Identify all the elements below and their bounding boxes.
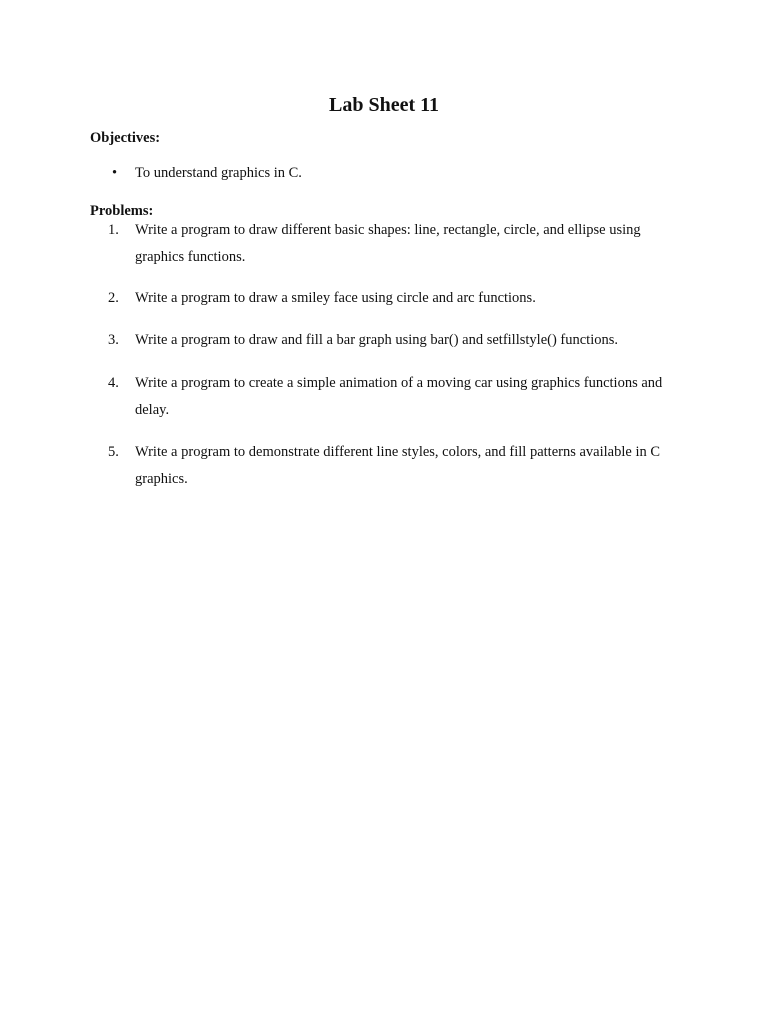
bullet-icon: • [112, 165, 118, 181]
problem-text: Write a program to create a simple animation of a moving car using graphics functions and delay. [135, 375, 663, 418]
problem-number: 5. [108, 444, 119, 460]
problem-number: 3. [108, 332, 119, 348]
problem-number: 4. [108, 375, 119, 391]
page-title: Lab Sheet 11 [328, 94, 440, 116]
problems-heading: Problems: [90, 203, 154, 219]
problem-number: 1. [108, 222, 119, 238]
problem-text: Write a program to draw a smiley face using circle and arc functions. [135, 290, 536, 306]
problem-text: Write a program to draw different basic shapes: line, rectangle, circle, and ellipse using graphics functions. [135, 222, 641, 265]
problem-text: Write a program to draw and fill a bar graph using bar() and setfillstyle() functions. [135, 332, 618, 348]
objective-text: To understand graphics in C. [135, 165, 302, 181]
problem-number: 2. [108, 290, 119, 306]
objectives-heading: Objectives: [90, 130, 161, 146]
problem-text: Write a program to demonstrate different line styles, colors, and fill patterns available in C graphics. [135, 444, 661, 487]
